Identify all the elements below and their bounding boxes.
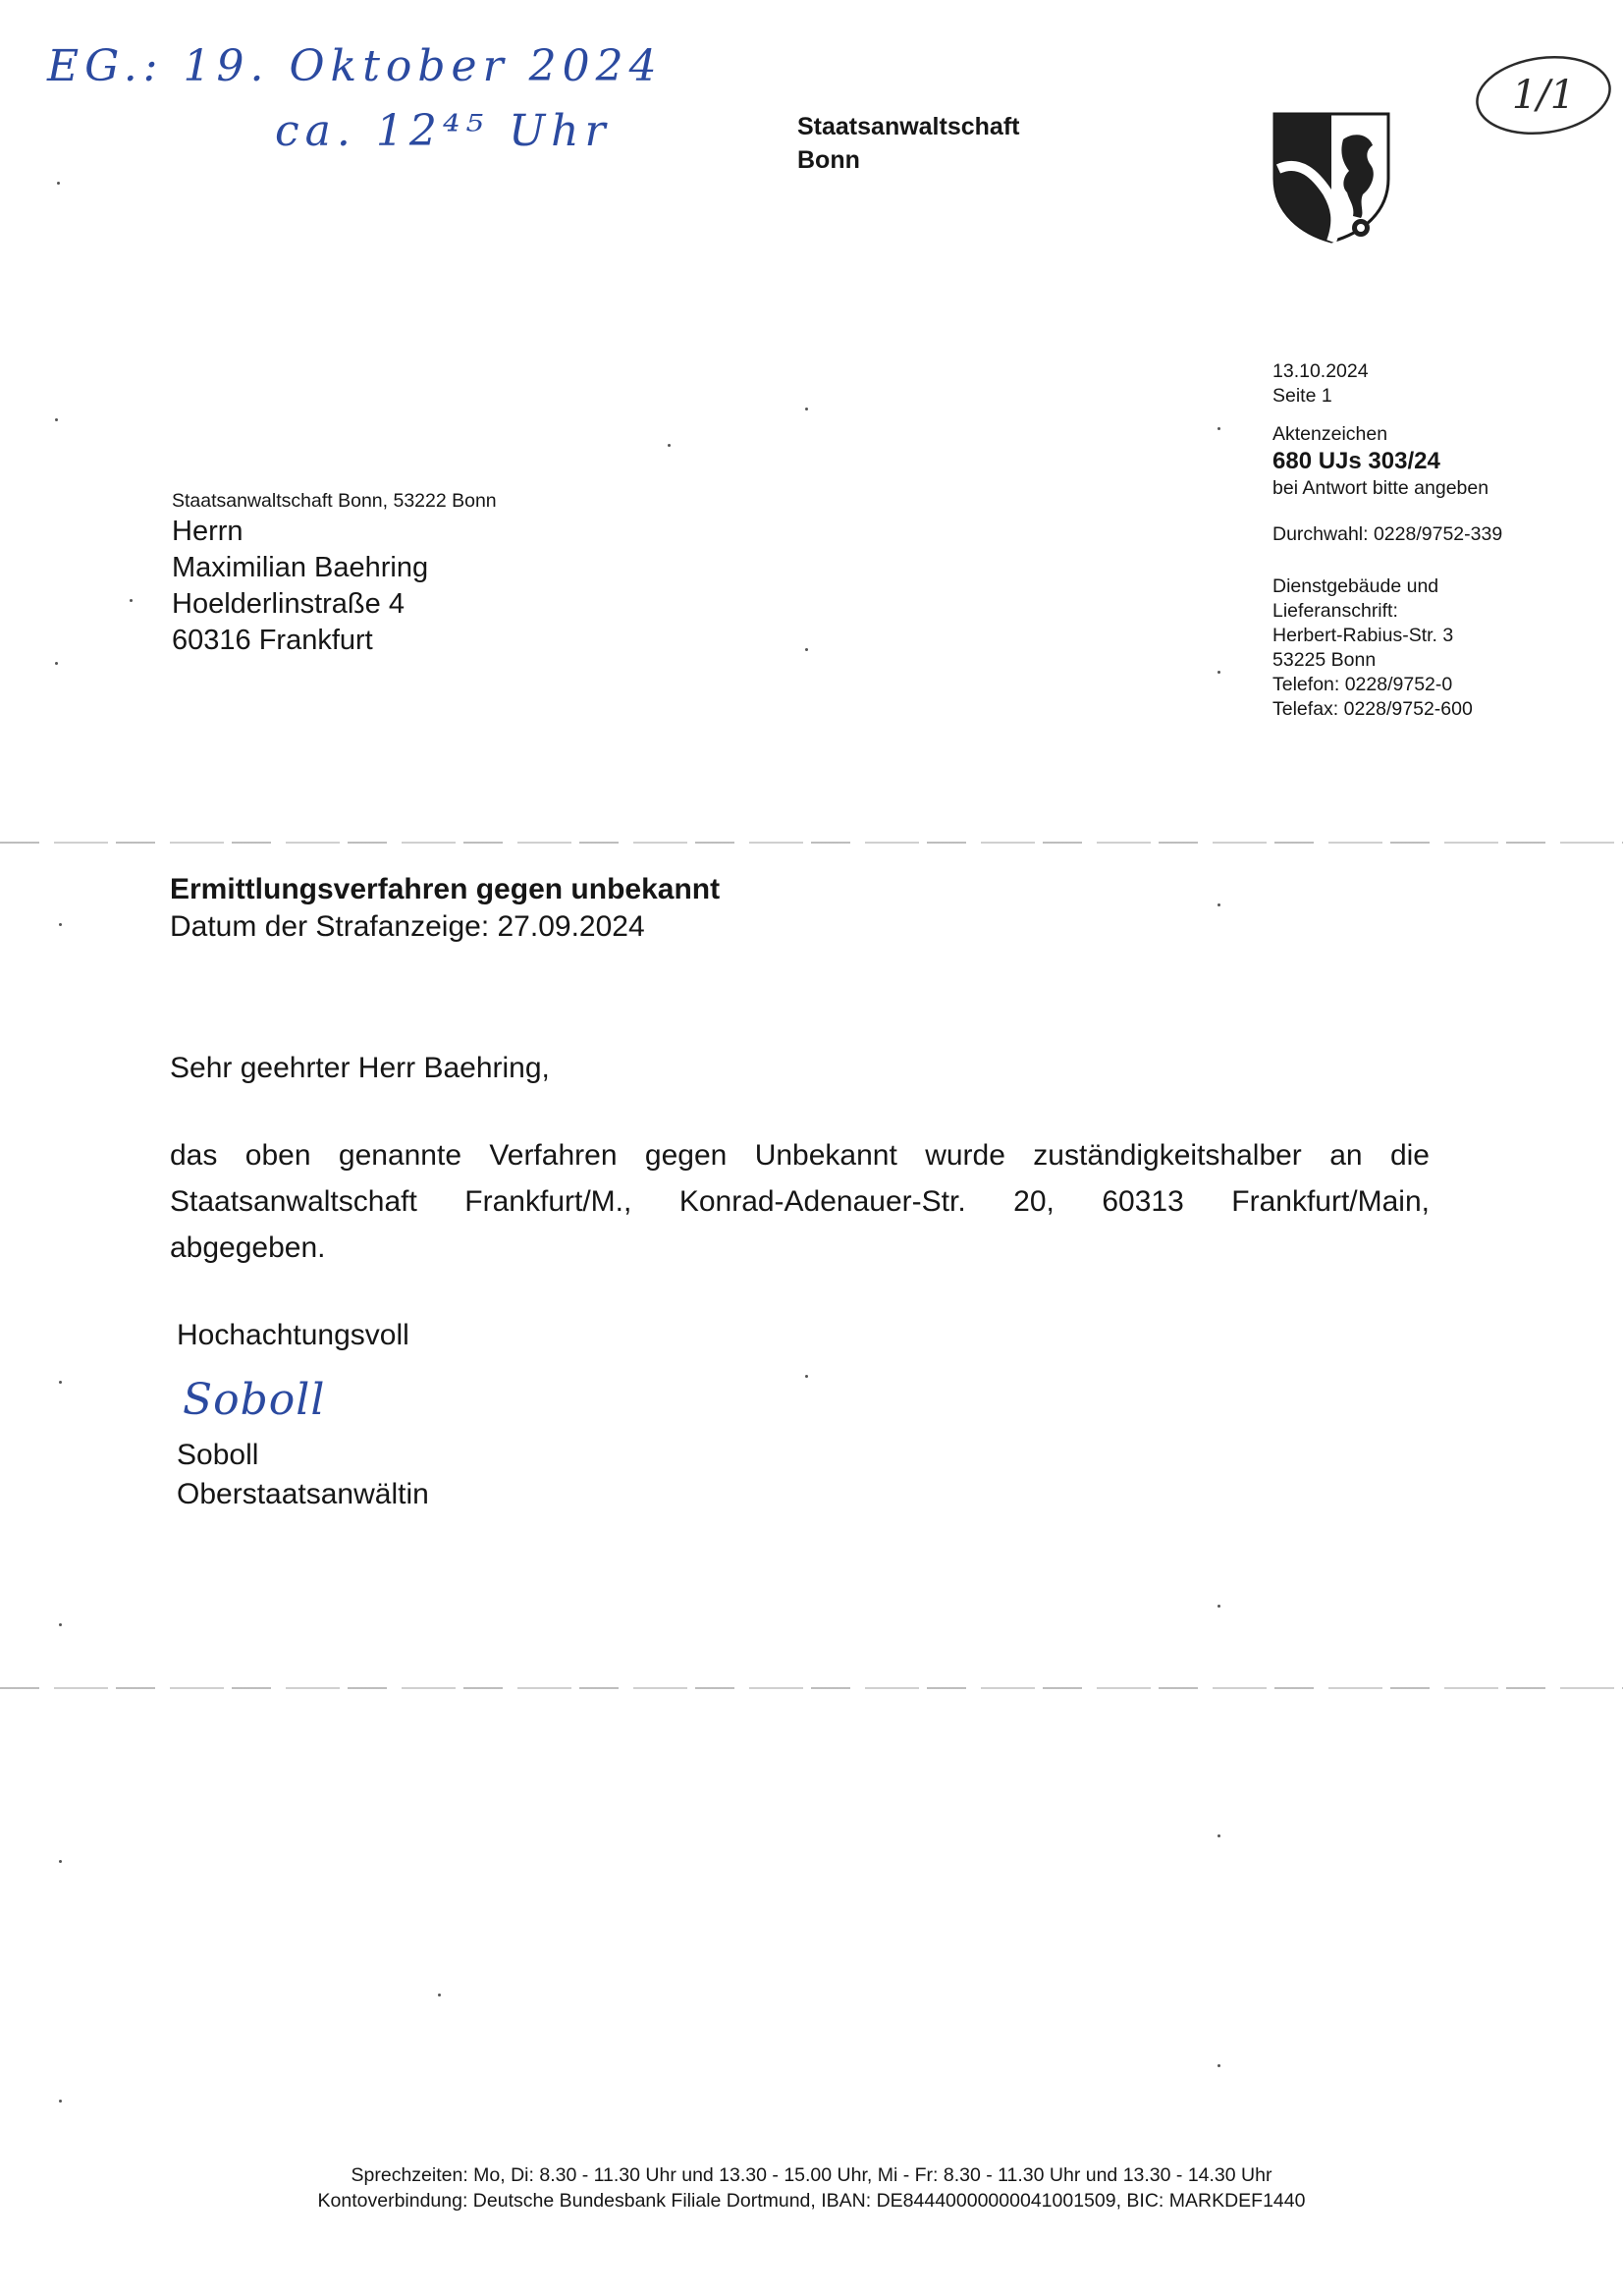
fold-line xyxy=(0,842,1623,844)
signer-title: Oberstaatsanwältin xyxy=(177,1478,429,1510)
scan-speck xyxy=(1217,427,1220,430)
svg-text:1/1: 1/1 xyxy=(1511,73,1576,118)
closing-regards: Hochachtungsvoll xyxy=(177,1319,409,1351)
letter-body xyxy=(170,1132,1430,1271)
recipient-city: 60316 Frankfurt xyxy=(172,625,373,656)
footer-bank-details: Kontoverbindung: Deutsche Bundesbank Filiale Dortmund, IBAN: DE84440000000041001509, BIC: MARKDEF1440 xyxy=(317,2190,1306,2212)
scan-speck xyxy=(59,1623,62,1626)
body-line-2: Staatsanwaltschaft Frankfurt/M., Konrad-Adenauer-Str. 20, 60313 Frankfurt/Main, xyxy=(170,1185,1430,1218)
fax-number: Telefax: 0228/9752-600 xyxy=(1272,698,1473,720)
signer-name: Soboll xyxy=(177,1439,259,1471)
file-number-note: bei Antwort bitte angeben xyxy=(1272,477,1489,499)
file-number-label: Aktenzeichen xyxy=(1272,423,1388,445)
scan-speck xyxy=(438,1994,441,1996)
file-number: 680 UJs 303/24 xyxy=(1272,448,1440,474)
subject-title: Ermittlungsverfahren gegen unbekannt xyxy=(170,873,721,905)
scan-speck xyxy=(1217,2064,1220,2067)
building-label-2: Lieferanschrift: xyxy=(1272,600,1398,622)
scan-speck xyxy=(805,648,808,651)
scan-speck xyxy=(1217,1605,1220,1608)
handwritten-page-mark xyxy=(1469,51,1616,139)
scan-speck xyxy=(1217,671,1220,674)
handwritten-receipt-time: ca. 12⁴⁵ Uhr xyxy=(275,106,612,156)
authority-name: Staatsanwaltschaft xyxy=(797,113,1020,140)
scan-speck xyxy=(57,182,60,185)
handwritten-receipt-date: EG.: 19. Oktober 2024 xyxy=(47,41,663,91)
signature: Soboll xyxy=(183,1375,326,1425)
subject-date: Datum der Strafanzeige: 27.09.2024 xyxy=(170,910,645,943)
scan-speck xyxy=(805,408,808,410)
scan-speck xyxy=(59,1860,62,1863)
scan-speck xyxy=(805,1375,808,1378)
letter-date: 13.10.2024 xyxy=(1272,360,1369,382)
scan-speck xyxy=(59,923,62,926)
recipient-block xyxy=(172,488,497,659)
scan-speck xyxy=(130,599,133,602)
footer-office-hours: Sprechzeiten: Mo, Di: 8.30 - 11.30 Uhr und 13.30 - 15.00 Uhr, Mi - Fr: 8.30 - 11.30 Uhr und 13.30 - 14.30 Uhr xyxy=(351,2164,1272,2186)
scan-speck xyxy=(55,662,58,665)
page-number: Seite 1 xyxy=(1272,385,1332,407)
body-line-3: abgegeben. xyxy=(170,1231,326,1264)
scan-speck xyxy=(668,444,671,447)
greeting: Sehr geehrter Herr Baehring, xyxy=(170,1052,550,1084)
scan-speck xyxy=(55,418,58,421)
building-street: Herbert-Rabius-Str. 3 xyxy=(1272,625,1454,646)
authority-city: Bonn xyxy=(797,146,860,174)
meta-block xyxy=(1272,359,1502,722)
recipient-salutation: Herrn xyxy=(172,516,243,547)
recipient-name: Maximilian Baehring xyxy=(172,552,429,583)
building-city: 53225 Bonn xyxy=(1272,649,1377,671)
scan-speck xyxy=(1217,1834,1220,1837)
phone-number: Telefon: 0228/9752-0 xyxy=(1272,674,1453,695)
recipient-street: Hoelderlinstraße 4 xyxy=(172,588,405,620)
building-label-1: Dienstgebäude und xyxy=(1272,575,1439,597)
scan-speck xyxy=(59,1381,62,1384)
direct-dial: Durchwahl: 0228/9752-339 xyxy=(1272,523,1503,545)
fold-line xyxy=(0,1687,1623,1689)
return-address: Staatsanwaltschaft Bonn, 53222 Bonn xyxy=(172,490,497,512)
nrw-coat-of-arms-icon xyxy=(1271,110,1392,246)
sender-heading xyxy=(797,110,1019,177)
body-line-1: das oben genannte Verfahren gegen Unbekannt wurde zuständigkeitshalber an die xyxy=(170,1139,1430,1172)
subject-block xyxy=(170,871,720,946)
scan-speck xyxy=(1217,903,1220,906)
scan-speck xyxy=(59,2100,62,2103)
